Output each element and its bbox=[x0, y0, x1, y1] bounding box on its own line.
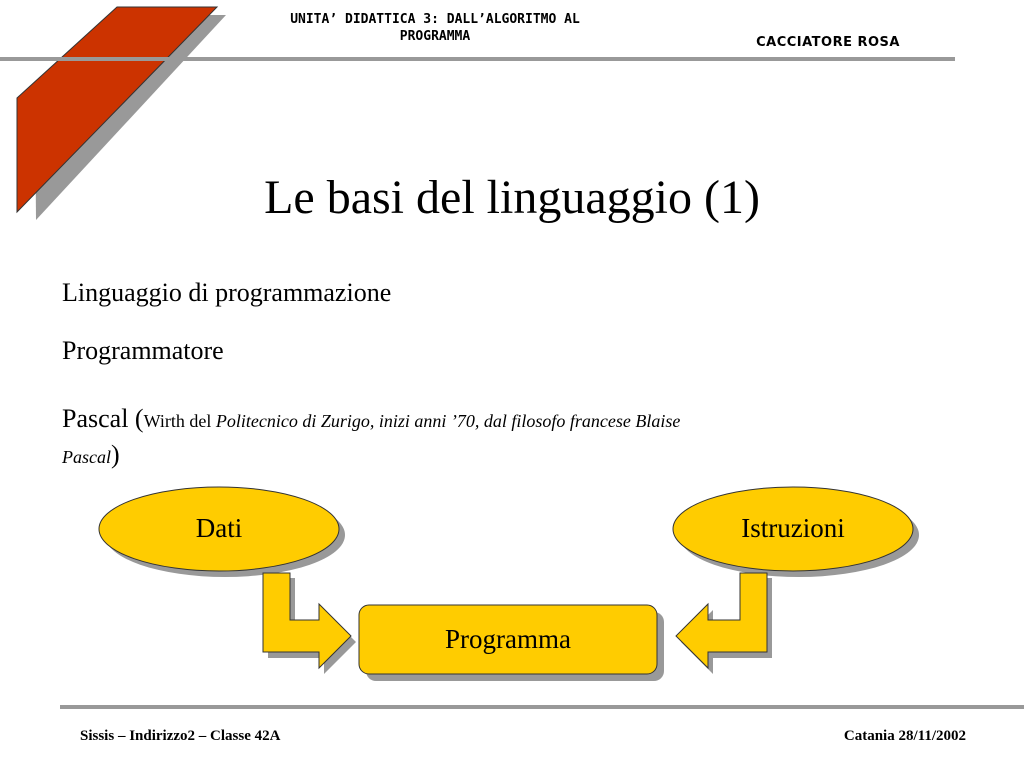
footer-course: Sissis – Indirizzo2 – Classe 42A bbox=[80, 728, 281, 744]
header-title-line1: UNITA’ DIDATTICA 3: DALL’ALGORITMO AL bbox=[290, 12, 580, 27]
bullet-linguaggio: Linguaggio di programmazione bbox=[62, 278, 392, 307]
pascal-name: Pascal bbox=[62, 447, 111, 467]
istruzioni-label: Istruzioni bbox=[741, 513, 845, 543]
header-author: CACCIATORE ROSA bbox=[756, 35, 900, 50]
header-title-line2: PROGRAMMA bbox=[399, 29, 471, 44]
slide-title: Le basi del linguaggio (1) bbox=[264, 171, 760, 224]
pascal-description: Politecnico di Zurigo, inizi anni ’70, dal filosofo francese Blaise bbox=[215, 411, 681, 431]
dati-label: Dati bbox=[195, 513, 243, 543]
bullet-programmatore: Programmatore bbox=[62, 336, 224, 365]
footer-date: Catania 28/11/2002 bbox=[843, 728, 966, 744]
footer-rule bbox=[60, 705, 1024, 709]
pascal-wirth: Wirth del bbox=[143, 411, 216, 431]
pascal-close: ) bbox=[111, 440, 120, 469]
pascal-lead: Pascal ( bbox=[62, 404, 144, 433]
programma-label: Programma bbox=[445, 624, 571, 654]
